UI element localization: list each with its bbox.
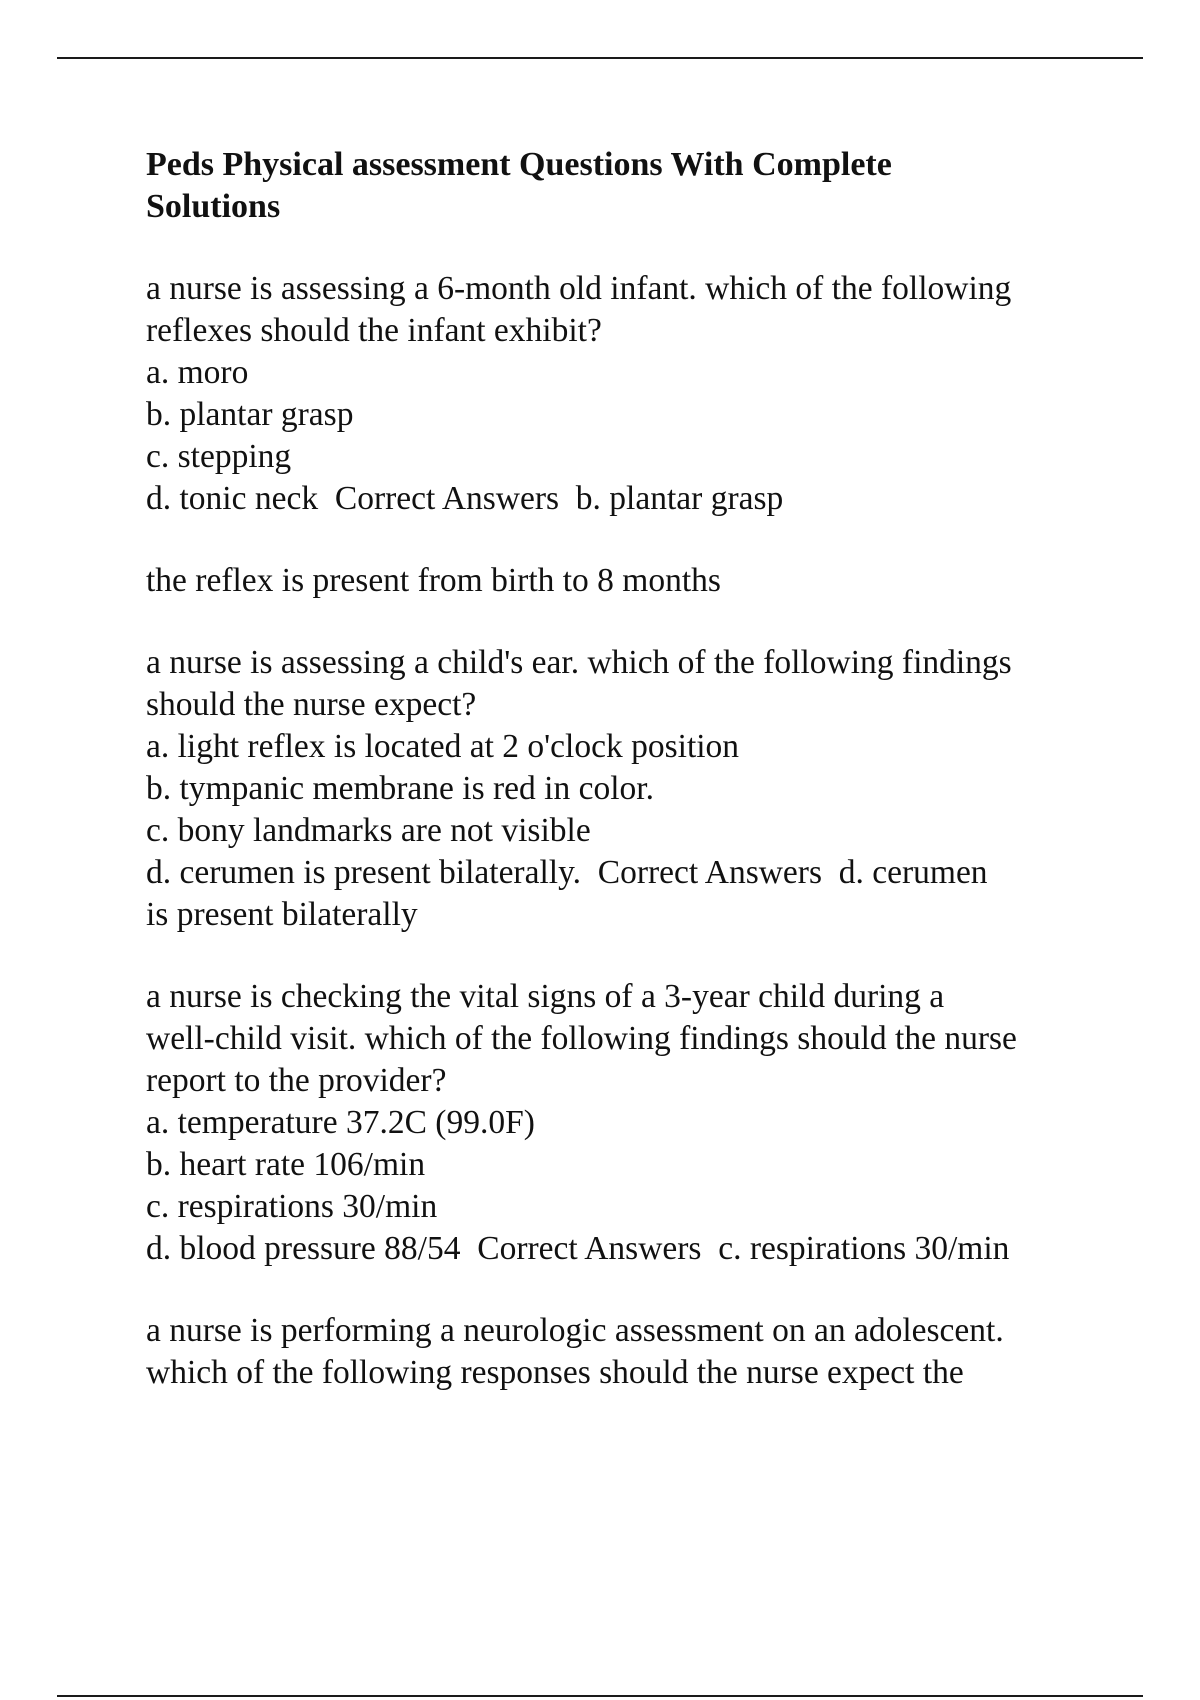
question-block (146, 642, 1096, 936)
question-text-line: should the nurse expect? (146, 686, 477, 723)
answer-option: c. respirations 30/min (146, 1188, 438, 1225)
header-rule (57, 57, 1143, 59)
page-content (146, 144, 1096, 1434)
answer-option-with-correct-answer: d. tonic neck Correct Answers b. plantar grasp (146, 480, 784, 517)
answer-option: b. tympanic membrane is red in color. (146, 770, 654, 807)
title-line: Peds Physical assessment Questions With Complete (146, 146, 892, 183)
question-text-line: which of the following responses should the nurse expect the (146, 1354, 964, 1391)
question-block (146, 1310, 1096, 1394)
answer-option: a. temperature 37.2C (99.0F) (146, 1104, 535, 1141)
question-text-line: a nurse is assessing a child's ear. which of the following findings (146, 644, 1012, 681)
footer-rule (57, 1695, 1143, 1697)
answer-option: c. bony landmarks are not visible (146, 812, 591, 849)
title-line: Solutions (146, 188, 281, 225)
question-text-line: report to the provider? (146, 1062, 447, 1099)
question-text-line: well-child visit. which of the following findings should the nurse (146, 1020, 1017, 1057)
answer-option: a. light reflex is located at 2 o'clock position (146, 728, 740, 765)
question-text-line: a nurse is performing a neurologic assessment on an adolescent. (146, 1312, 1004, 1349)
question-text-line: a nurse is checking the vital signs of a 3-year child during a (146, 978, 945, 1015)
question-text-line: a nurse is assessing a 6-month old infant. which of the following (146, 270, 1012, 307)
answer-option-with-correct-answer: d. blood pressure 88/54 Correct Answers c. respirations 30/min (146, 1230, 1010, 1267)
question-block (146, 268, 1096, 520)
rationale-block (146, 560, 1096, 602)
rationale-text: the reflex is present from birth to 8 months (146, 562, 721, 599)
answer-option: b. heart rate 106/min (146, 1146, 426, 1183)
question-text-line: reflexes should the infant exhibit? (146, 312, 602, 349)
question-block (146, 976, 1096, 1270)
document-title (146, 144, 1096, 228)
answer-option-with-correct-answer: d. cerumen is present bilaterally. Correct Answers d. cerumen (146, 854, 988, 891)
answer-option: b. plantar grasp (146, 396, 354, 433)
correct-answer-continuation: is present bilaterally (146, 896, 418, 933)
answer-option: c. stepping (146, 438, 292, 475)
answer-option: a. moro (146, 354, 249, 391)
